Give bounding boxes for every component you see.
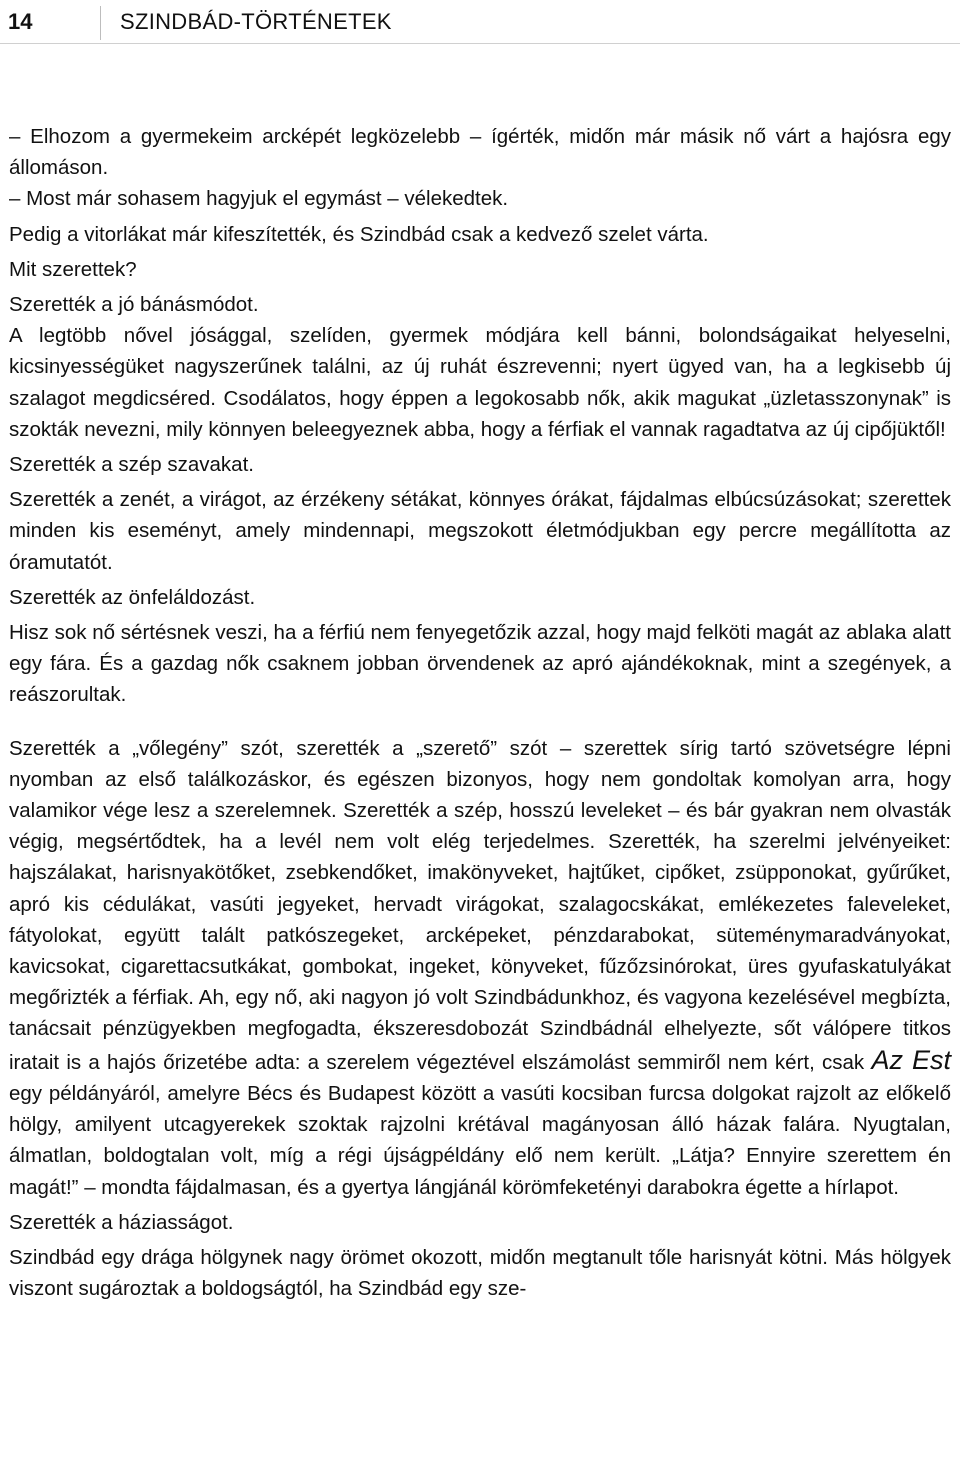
paragraph: Szerették a háziasságot. <box>9 1210 234 1234</box>
paragraph-long <box>9 733 951 1203</box>
header-rule <box>0 43 960 44</box>
paragraph: Mit szerettek? <box>9 257 137 281</box>
paragraph: A legtöbb nővel jósággal, szelíden, gyermek módjára kell bánni, bolondságaikat helyeselni, kicsinyességüket nagyszerűnek találni, az új ruhát észrevenni; nyert ügyed van, ha a legkisebb új szalagot megdicséred. Csodálatos, hogy éppen a legokosabb nők, akik magukat „üzletasszonynak” is szokták nevezni, mily könnyen beleegyeznek abba, hogy a férfiak el vannak ragadtatva az új cipőjüktől! <box>9 324 951 441</box>
header-divider <box>100 6 101 40</box>
paragraph-text: egy példányáról, amelyre Bécs és Budapest között a vasúti kocsiban furcsa dolgokat rajzolt az előkelő hölgy, amilyent utcagyerekek szoktak rajzolni krétával magányosan álló házak falára. Nyugtalan, álmatlan, boldogtalan volt, míg a régi újságpéldány elő nem került. „Látja? Ennyire szerettem én magát!” – mondta fájdalmasan, és a gyertya lángjánál körömfeketényi darabokra égette a hírlapot. <box>9 1081 951 1199</box>
body-text <box>9 121 951 1304</box>
running-title: SZINDBÁD-TÖRTÉNETEK <box>120 9 392 34</box>
newspaper-title: Az Est <box>871 1044 951 1075</box>
paragraph: Szerették a szép szavakat. <box>9 453 254 477</box>
paragraph: Szerették a jó bánásmódot. <box>9 293 259 317</box>
paragraph: Szerették a zenét, a virágot, az érzékeny sétákat, könnyes órákat, fájdalmas elbúcsúzásokat; szerettek minden kis eseményt, amely mindennapi, megszokott életmódjukban egy percre megállította az óramutatót. <box>9 488 951 574</box>
paragraph: – Most már sohasem hagyjuk el egymást – vélekedtek. <box>9 187 509 211</box>
page-header <box>0 0 960 44</box>
paragraph: Szindbád egy drága hölgynek nagy örömet okozott, midőn megtanult tőle harisnyát kötni. Más hölgyek viszont sugároztak a boldogságtól, ha Szindbád egy sze- <box>9 1245 951 1301</box>
paragraph: Szerették az önfeláldozást. <box>9 585 256 609</box>
paragraph: – Elhozom a gyermekeim arcképét legközelebb – ígérték, midőn már másik nő várt a hajósra egy állomáson. <box>9 125 951 180</box>
paragraph: Hisz sok nő sértésnek veszi, ha a férfiú nem fenyegetőzik azzal, hogy majd felköti magát az ablaka alatt egy fára. És a gazdag nők csaknem jobban örvendenek az apró ajándékoknak, mint a szegények, a reászorultak. <box>9 621 951 707</box>
paragraph-text: Szerették a „vőlegény” szót, szerették a „szerető” szót – szerettek sírig tartó szövetségre lépni nyomban az első találkozáskor, és egészen bizonyos, hogy nem gondoltak komolyan arra, hogy valamikor vége lesz a szerelemnek. Szerették a szép, hosszú leveleket – és bár gyakran nem olvasták végig, megsértődtek, ha a levél nem volt elég terjedelmes. Szerették, ha szerelmi jelvényeiket: hajszálakat, harisnyakötőket, zsebkendőket, imakönyveket, hajtűket, cipőket, zsüpponokat, gyűrűket, apró kis cédulákat, vasúti jegyeket, hervadt virágokat, szalagocskákat, emlékezetes faleveleket, fátyolokat, együtt talált patkószegeket, arcképeket, pénzdarabokat, süteménymaradványokat, kavicsokat, cigarettacsutkákat, gombokat, ingeket, könyveket, fűzőzsinórokat, üres gyufaskatulyákat megőrizték a férfiak. Ah, egy nő, aki nagyon jó volt Szindbádunkhoz, és vagyona kezelésével megbízta, tanácsait pénzügyekben megfogadta, ékszeresdobozát Szindbádnál elhelyezte, sőt válópere titkos iratait is a hajós őrizetébe adta: a szerelem végeztével elszámolást semmiről nem kért, csak <box>9 736 951 1074</box>
paragraph: Pedig a vitorlákat már kifeszítették, és Szindbád csak a kedvező szelet várta. <box>9 222 709 246</box>
page-number: 14 <box>8 9 33 34</box>
